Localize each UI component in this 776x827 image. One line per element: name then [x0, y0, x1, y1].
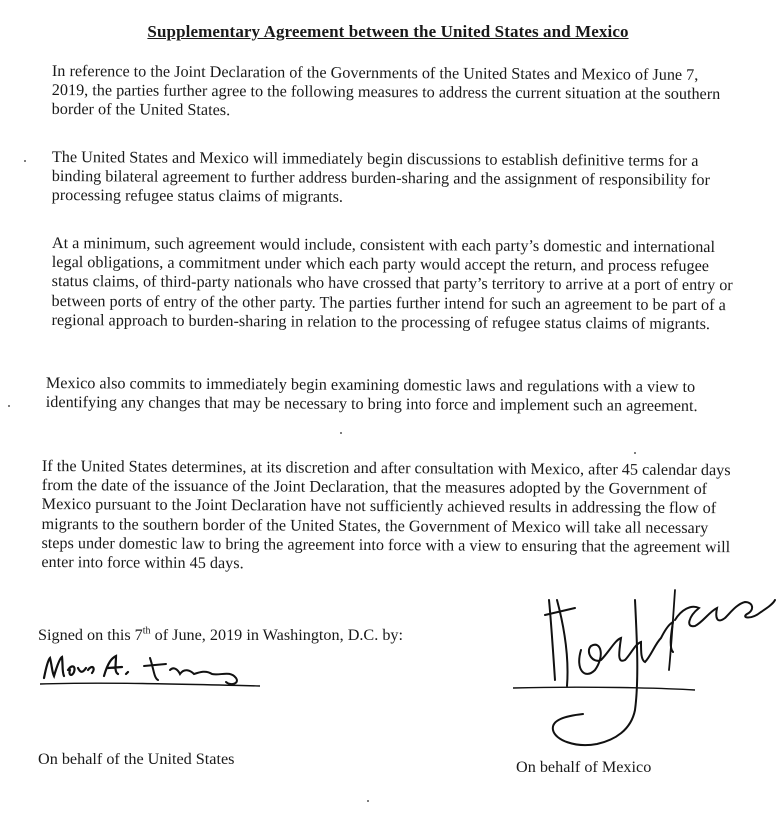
paragraph-5: If the United States determines, at its discretion and after consultation with Mexico, after 45 calendar days from the date of the issuance of the Joint Declaration, that the measures adopted by the Government of Mexico pursuant to the Joint Declaration have not sufficiently achieved results in addressing the flow of migrants to the southern border of the United States, the Government of Mexico will take all necessary steps under domestic law to bring the agreement into force with a view to ensuring that the agreement will enter into force within 45 days.: [41, 457, 731, 573]
document-title: Supplementary Agreement between the United States and Mexico: [147, 22, 629, 41]
on-behalf-mexico-label: On behalf of Mexico: [516, 758, 652, 776]
scan-speck: [8, 405, 10, 407]
on-behalf-us-label: On behalf of the United States: [38, 750, 235, 768]
signing-suffix: of June, 2019 in Washington, D.C. by:: [150, 626, 404, 644]
scan-speck: [340, 432, 342, 434]
paragraph-4: Mexico also commits to immediately begin examining domestic laws and regulations with a view to identifying any changes that may be necessary to bring into force and implement such an agreement.: [45, 374, 698, 416]
scan-speck: [24, 160, 26, 162]
paragraph-3: At a minimum, such agreement would include, consistent with each party’s domestic and international legal obligations, a commitment under which each party would accept the return, and process refugee status claims, of third-party nationals who have crossed that party’s territory to arrive at a port of entry or between ports of entry of the other party. The parties further intend for such an agreement to be part of a regional approach to burden-sharing in relation to the processing of refugee status claims of migrants.: [51, 234, 733, 333]
scan-speck: [367, 800, 369, 802]
signature-us: [30, 640, 270, 700]
signing-superscript: th: [142, 625, 151, 637]
scan-speck: [634, 452, 636, 454]
paragraph-2: The United States and Mexico will immediately begin discussions to establish definitive terms for a binding bilateral agreement to further address burden-sharing and the assignment of responsibility for processing refugee status claims of migrants.: [51, 148, 710, 207]
signature-mexico: [505, 560, 776, 755]
paragraph-1: In reference to the Joint Declaration of the Governments of the United States and Mexico of June 7, 2019, the parties further agree to the following measures to address the current situation at the southern border of the United States.: [51, 62, 721, 120]
signing-prefix: Signed on this 7: [38, 626, 143, 644]
